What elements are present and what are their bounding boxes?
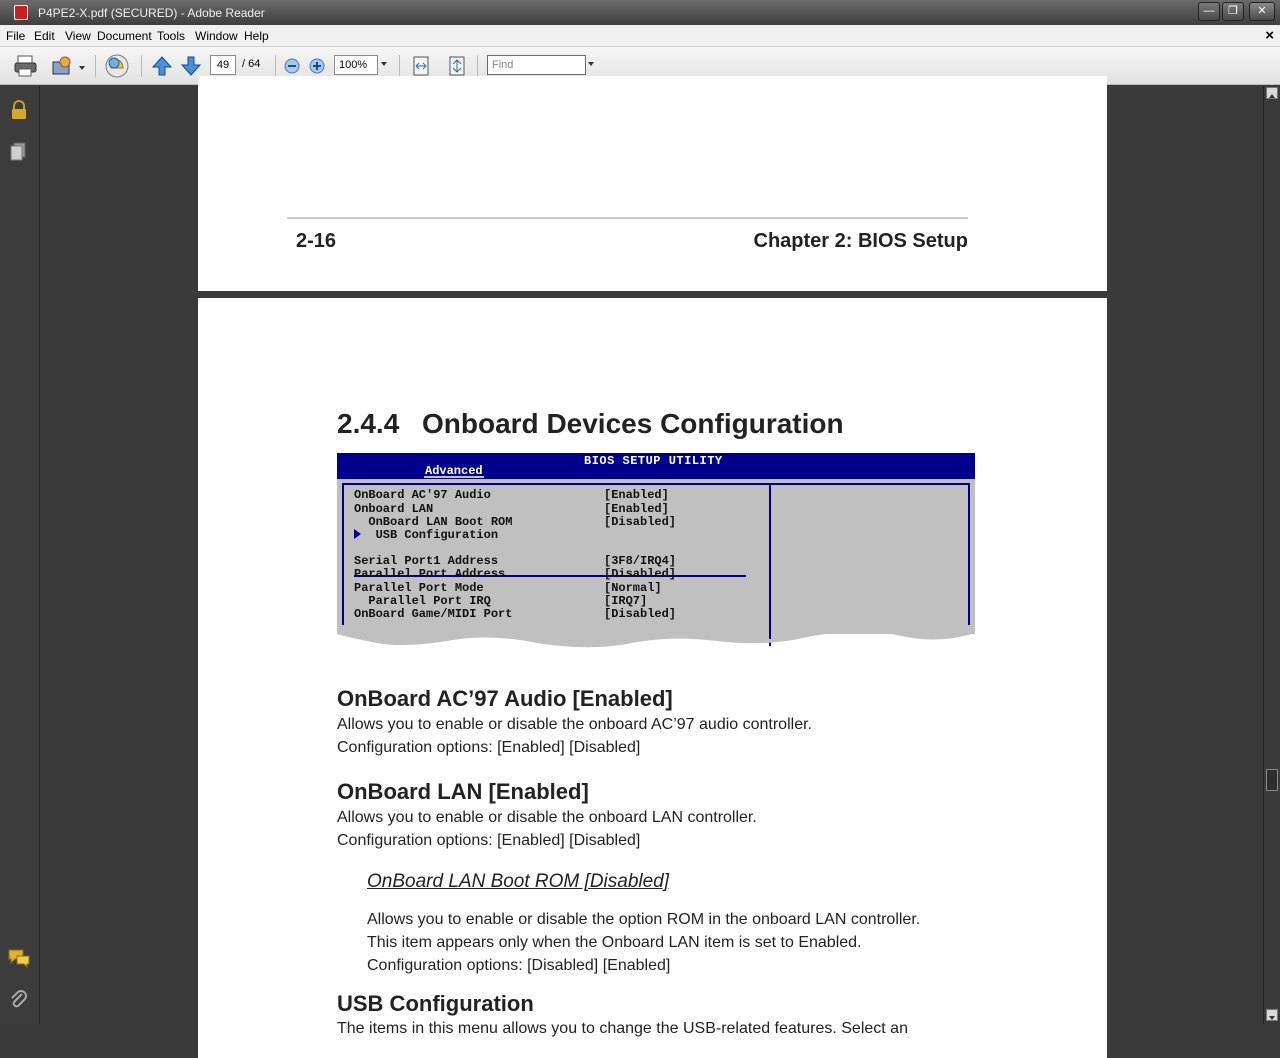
close-button[interactable]: ✕ bbox=[1249, 2, 1275, 21]
bios-row-value: [3F8/IRQ4] bbox=[604, 554, 677, 568]
bios-row-label: Parallel Port Mode bbox=[354, 581, 484, 595]
toolbar-separator bbox=[477, 55, 478, 77]
bios-tab-advanced: Advanced bbox=[425, 464, 483, 478]
menu-document[interactable]: Document bbox=[97, 29, 152, 43]
zoom-out-icon[interactable] bbox=[284, 58, 300, 74]
paragraph-line: Configuration options: [Disabled] [Enabled] bbox=[367, 957, 671, 974]
fit-page-icon[interactable] bbox=[447, 55, 467, 77]
bios-body bbox=[337, 479, 975, 634]
paragraph-line: Allows you to enable or disable the option ROM in the onboard LAN controller. bbox=[367, 911, 921, 928]
paragraph-line: Configuration options: [Enabled] [Disabled] bbox=[337, 832, 641, 849]
bios-screenshot bbox=[337, 453, 975, 663]
document-close-icon[interactable]: × bbox=[1265, 27, 1274, 44]
hand-tool-icon[interactable] bbox=[103, 52, 131, 80]
document-viewport[interactable] bbox=[41, 86, 1263, 1037]
fit-width-icon[interactable] bbox=[411, 55, 431, 77]
section-heading bbox=[337, 408, 844, 440]
minimize-button[interactable]: — bbox=[1198, 2, 1220, 21]
toolbar-separator bbox=[95, 55, 96, 77]
find-input[interactable]: Find bbox=[487, 55, 586, 75]
bios-row-value: [Enabled] bbox=[604, 488, 669, 502]
security-lock-icon[interactable] bbox=[9, 99, 29, 121]
bios-row-value: [Normal] bbox=[604, 581, 662, 595]
section-title: Onboard Devices Configuration bbox=[422, 408, 844, 439]
window-title: P4PE2-X.pdf (SECURED) - Adobe Reader bbox=[38, 6, 265, 20]
pdf-page-current bbox=[198, 298, 1107, 1058]
bios-torn-edge bbox=[337, 625, 975, 665]
bios-row-label: USB Configuration bbox=[354, 528, 499, 542]
scroll-down-button[interactable] bbox=[1266, 1009, 1278, 1021]
menu-help[interactable]: Help bbox=[244, 29, 269, 43]
bios-row-label: Onboard LAN bbox=[354, 502, 434, 516]
paragraph-line: This item appears only when the Onboard LAN item is set to Enabled. bbox=[367, 934, 862, 951]
menu-view[interactable]: View bbox=[65, 29, 91, 43]
bios-row-label: Parallel Port IRQ bbox=[354, 594, 491, 608]
vertical-scrollbar[interactable] bbox=[1263, 86, 1280, 1024]
bios-row-value: [Disabled] bbox=[604, 567, 677, 581]
bios-row-label: Parallel Port Address bbox=[354, 567, 506, 581]
menu-tools[interactable]: Tools bbox=[157, 29, 186, 43]
section-number: 2.4.4 bbox=[337, 408, 400, 439]
paragraph-line: Allows you to enable or disable the onboard LAN controller. bbox=[337, 809, 757, 826]
paragraph-line: The items in this menu allows you to change the USB-related features. Select an bbox=[337, 1020, 908, 1037]
toolbar-separator bbox=[141, 55, 142, 77]
subsection-heading: OnBoard AC’97 Audio [Enabled] bbox=[337, 686, 673, 711]
adobe-reader-icon bbox=[14, 5, 28, 20]
page-number-input[interactable]: 49 bbox=[210, 55, 236, 75]
bios-divider bbox=[769, 483, 771, 646]
subsection-heading: USB Configuration bbox=[337, 991, 534, 1016]
bios-title: BIOS SETUP UTILITY bbox=[584, 454, 723, 468]
page-total: / 64 bbox=[242, 58, 261, 70]
pages-icon[interactable] bbox=[9, 141, 29, 163]
paragraph-line: Allows you to enable or disable the onboard AC’97 audio controller. bbox=[337, 716, 812, 733]
zoom-level-input[interactable]: 100% bbox=[334, 55, 378, 75]
scroll-up-button[interactable] bbox=[1266, 87, 1278, 99]
subsection-heading: OnBoard LAN [Enabled] bbox=[337, 779, 589, 804]
comments-icon[interactable] bbox=[7, 948, 31, 968]
bios-row-value: [Disabled] bbox=[604, 515, 677, 529]
bios-row-value: [Disabled] bbox=[604, 607, 677, 621]
navigation-panel bbox=[0, 86, 40, 1024]
scroll-thumb[interactable] bbox=[1266, 769, 1278, 791]
bios-row-label: OnBoard LAN Boot ROM bbox=[354, 515, 513, 529]
bios-row-value: [IRQ7] bbox=[604, 594, 648, 608]
menu-edit[interactable]: Edit bbox=[34, 29, 55, 43]
title-bar bbox=[0, 0, 1280, 25]
toolbar-separator bbox=[399, 55, 400, 77]
bios-row-label: OnBoard AC'97 Audio bbox=[354, 488, 491, 502]
page-footer-number: 2-16 bbox=[296, 230, 337, 252]
print-icon[interactable] bbox=[13, 54, 39, 78]
bios-header bbox=[337, 453, 975, 479]
menu-bar bbox=[0, 25, 1280, 47]
previous-page-icon[interactable] bbox=[151, 55, 173, 77]
menu-file[interactable]: File bbox=[6, 29, 26, 43]
next-page-icon[interactable] bbox=[180, 55, 202, 77]
restore-button[interactable]: ❐ bbox=[1222, 2, 1244, 21]
toolbar-separator bbox=[275, 55, 276, 77]
share-icon[interactable] bbox=[50, 54, 86, 78]
page-footer-chapter: Chapter 2: BIOS Setup bbox=[753, 230, 968, 252]
find-dropdown-icon[interactable] bbox=[588, 62, 594, 66]
bios-row-value: [Enabled] bbox=[604, 502, 669, 516]
bios-row-label: OnBoard Game/MIDI Port bbox=[354, 607, 513, 621]
pdf-page-previous bbox=[198, 76, 1107, 291]
zoom-dropdown-icon[interactable] bbox=[381, 62, 387, 66]
attachments-icon[interactable] bbox=[9, 988, 29, 1012]
paragraph-line: Configuration options: [Enabled] [Disabled] bbox=[337, 739, 641, 756]
footer-rule bbox=[287, 217, 968, 219]
zoom-in-icon[interactable] bbox=[309, 58, 325, 74]
sub-item-heading: OnBoard LAN Boot ROM [Disabled] bbox=[367, 871, 670, 892]
menu-window[interactable]: Window bbox=[195, 29, 238, 43]
bios-row-label: Serial Port1 Address bbox=[354, 554, 499, 568]
